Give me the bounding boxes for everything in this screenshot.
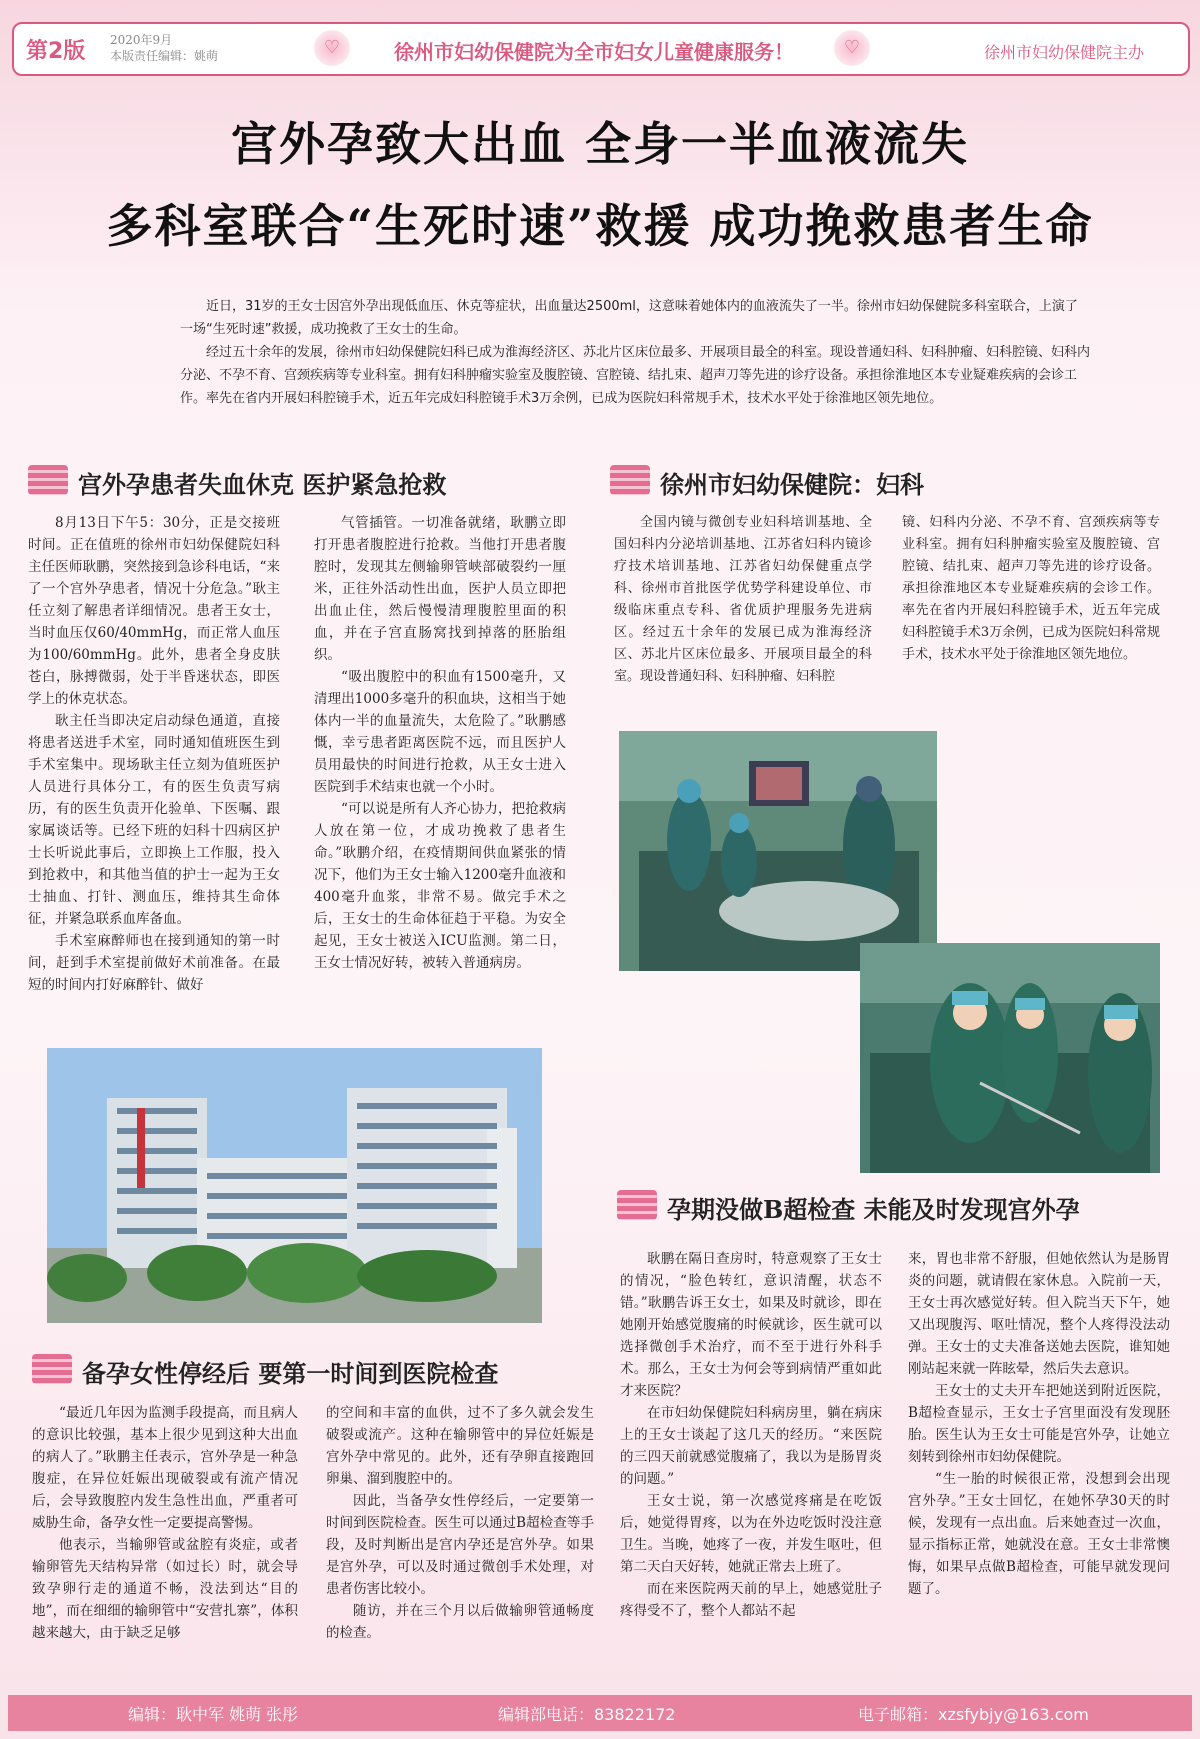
paragraph: “可以说是所有人齐心协力，把抢救病人放在第一位，才成功挽救了患者生命。”耿鹏介绍，在疫情期间供血紧张的情况下，他们为王女士输入1200毫升血液和400毫升血浆，非常不易。做完手术之后，王女士的生命体征趋于平稳。为安全起见，王女士被送入ICU监测。第二日，王女士情况好转，被转入普通病房。 xyxy=(314,801,566,971)
hospital-building-photo xyxy=(47,1048,542,1323)
s2-column-1 xyxy=(614,512,872,688)
footer-phone: 编辑部电话：83822172 xyxy=(498,1705,676,1724)
paragraph: 而在来医院两天前的早上，她感觉肚子疼得受不了，整个人都站不起 xyxy=(620,1581,882,1619)
paragraph: 镜、妇科内分泌、不孕不育、宫颈疾病等专业科室。拥有妇科肿瘤实验室及腹腔镜、宫腔镜、结扎束、超声刀等先进的诊疗设备。承担徐淮地区本专业疑难疾病的会诊工作。率先在省内开展妇科腔镜手术，近五年完成妇科腔镜手术3万余例，已成为医院妇科常规手术，技术水平处于徐淮地区领先地位。 xyxy=(902,515,1160,662)
paragraph: 王女士说，第一次感觉疼痛是在吃饭后，她觉得胃疼，以为在外边吃饭时没注意卫生。当晚，她疼了一夜，并发生呕吐，但第二天白天好转，她就正常去上班了。 xyxy=(620,1493,882,1575)
paragraph: 耿主任当即决定启动绿色通道，直接将患者送进手术室，同时通知值班医生到手术室集中。现场耿主任立刻为值班医护人员进行具体分工，有的医生负责写病历，有的医生负责开化验单、下医嘱、跟家属谈话等。已经下班的妇科十四病区护士长听说此事后，立即换上工作服，投入到抢救中，和其他当值的护士一起为王女士抽血、打针、测血压，维持其生命体征，并紧急联系血库备血。 xyxy=(28,713,280,927)
paragraph: “生一胎的时候很正常，没想到会出现宫外孕。”王女士回忆，在她怀孕30天的时候，发现有一点出血。后来她查过一次血，显示指标正常，她就没在意。王女士非常懊悔，如果早点做B超检查，可能早就发现问题了。 xyxy=(908,1471,1170,1597)
paragraph: 耿鹏在隔日查房时，特意观察了王女士的情况，“脸色转红，意识清醒，状态不错。”耿鹏告诉王女士，如果及时就诊，即在她刚开始感觉腹痛的时候就诊，医生就可以选择微创手术治疗，而不至于进行外科手术。那么，王女士为何会等到病情严重如此才来医院？ xyxy=(620,1251,882,1399)
section-bar-icon xyxy=(32,1354,72,1384)
section-bar-icon xyxy=(28,465,68,495)
page-footer xyxy=(8,1695,1192,1731)
section-title: 备孕女性停经后 要第一时间到医院检查 xyxy=(82,1359,499,1388)
s1-column-2 xyxy=(314,512,566,974)
issue-date: 2020年9月 xyxy=(110,33,173,47)
footer-editors: 编辑：耿中军 姚萌 张彤 xyxy=(128,1705,299,1724)
surgery-photo-2 xyxy=(860,943,1160,1173)
paragraph: 8月13日下午5：30分，正是交接班时间。正在值班的徐州市妇幼保健院妇科主任医师耿鹏，突然接到急诊科电话，“来了一个宫外孕患者，情况十分危急。”耿主任立刻了解患者详细情况。患者王女士，当时血压仅60/40mmHg，而正常人血压为100/60mmHg。此外，患者全身皮肤苍白，脉搏微弱，处于半昏迷状态，即医学上的休克状态。 xyxy=(28,515,280,707)
section-bar-icon xyxy=(610,465,650,495)
s3-column-1 xyxy=(32,1402,298,1644)
mother-baby-icon: ♡ xyxy=(834,30,870,66)
edition-label: 第2版 xyxy=(26,39,86,64)
section-header-pregnancy-check xyxy=(32,1352,552,1388)
header-slogan: 徐州市妇幼保健院为全市妇女儿童健康服务！ xyxy=(394,40,794,64)
section-bar-icon xyxy=(617,1190,657,1220)
section-title: 宫外孕患者失血休克 医护紧急抢救 xyxy=(78,470,447,499)
section-header-emergency xyxy=(28,463,548,499)
footer-email[interactable]: 电子邮箱：xzsfybjy@163.com xyxy=(858,1705,1089,1724)
paragraph: 来，胃也非常不舒服，但她依然认为是肠胃炎的问题，就请假在家休息。入院前一天，王女士再次感觉好转。但入院当天下午，她又出现腹泻、呕吐情况，整个人疼得没法动弹。王女士的丈夫准备送她去医院，谁知她刚站起来就一阵眩晕，然后失去意识。 xyxy=(908,1251,1170,1377)
header-sponsor: 徐州市妇幼保健院主办 xyxy=(984,43,1145,62)
header-meta xyxy=(110,32,218,64)
paragraph: 他表示，当输卵管或盆腔有炎症，或者输卵管先天结构异常（如过长）时，就会导致孕卵行走的通道不畅，没法到达“目的地”，而在细细的输卵管中“安营扎寨”，体积越来越大，由于缺乏足够 xyxy=(32,1537,298,1641)
paragraph: 全国内镜与微创专业妇科培训基地、全国妇科内分泌培训基地、江苏省妇科内镜诊疗技术培训基地、江苏省妇幼保健重点学科、徐州市首批医学优势学科建设单位、市级临床重点专科、省优质护理服务先进病区。经过五十余年的发展已成为淮海经济区、苏北片区床位最多、开展项目最全的科室。现设普通妇科、妇科肿瘤、妇科腔 xyxy=(614,515,872,684)
paragraph: 因此，当备孕女性停经后，一定要第一时间到医院检查。医生可以通过B超检查等手段，及时判断出是宫内孕还是宫外孕。如果是宫外孕，可以及时通过微创手术处理，对患者伤害比较小。 xyxy=(326,1493,594,1597)
paragraph: “最近几年因为监测手段提高，而且病人的意识比较强，基本上很少见到这种大出血的病人了。”耿鹏主任表示，宫外孕是一种急腹症，在异位妊娠出现破裂或有流产情况后，会导致腹腔内发生急性出血，严重者可威胁生命，备孕女性一定要提高警惕。 xyxy=(32,1405,298,1531)
s1-column-1 xyxy=(28,512,280,996)
lead-paragraph: 经过五十余年的发展，徐州市妇幼保健院妇科已成为淮海经济区、苏北片区床位最多、开展项目最全的科室。现设普通妇科、妇科肿瘤、妇科腔镜、妇科内分泌、不孕不育、宫颈疾病等专业科室。拥有妇科肿瘤实验室及腹腔镜、宫腔镜、结扎束、超声刀等先进的诊疗设备。承担徐淮地区本专业疑难疾病的会诊工作。率先在省内开展妇科腔镜手术，近五年完成妇科腔镜手术3万余例，已成为医院妇科常规手术，技术水平处于徐淮地区领先地位。 xyxy=(180,345,1091,406)
headline-line1: 宫外孕致大出血 全身一半血液流失 xyxy=(230,117,969,171)
section-title: 孕期没做B超检查 未能及时发现宫外孕 xyxy=(667,1195,1080,1224)
section-header-no-ultrasound xyxy=(617,1188,1157,1224)
surgery-photo-1 xyxy=(619,731,937,971)
lead-paragraph: 近日，31岁的王女士因宫外孕出现低血压、休克等症状，出血量达2500ml，这意味着她体内的血液流失了一半。徐州市妇幼保健院多科室联合，上演了一场“生死时速”救援，成功挽救了王女士的生命。 xyxy=(180,299,1078,337)
s4-column-2 xyxy=(908,1248,1170,1600)
section-header-gynecology xyxy=(610,463,1130,499)
paragraph: 王女士的丈夫开车把她送到附近医院，B超检查显示，王女士子宫里面没有发现胚胎。医生认为王女士可能是宫外孕，让她立刻转到徐州市妇幼保健院。 xyxy=(908,1383,1170,1465)
page-header xyxy=(12,22,1190,76)
paragraph: 随访，并在三个月以后做输卵管通畅度的检查。 xyxy=(326,1603,594,1641)
editor-line: 本版责任编辑：姚萌 xyxy=(110,49,219,63)
headline-line2: 多科室联合“生死时速”救援 成功挽救患者生命 xyxy=(106,199,1094,253)
s4-column-1 xyxy=(620,1248,882,1622)
paragraph: 的空间和丰富的血供，过不了多久就会发生破裂或流产。这种在输卵管中的异位妊娠是宫外孕中常见的。此外，还有孕卵直接跑回卵巢、溜到腹腔中的。 xyxy=(326,1405,594,1487)
paragraph: 气管插管。一切准备就绪，耿鹏立即打开患者腹腔进行抢救。当他打开患者腹腔时，发现其左侧输卵管峡部破裂约一厘米，正往外活动性出血，医护人员立即把出血止住，然后慢慢清理腹腔里面的积血，并在子宫直肠窝找到掉落的胚胎组织。 xyxy=(314,515,566,663)
s2-column-2 xyxy=(902,512,1160,666)
mother-baby-icon: ♡ xyxy=(314,30,350,66)
lead-paragraphs xyxy=(180,295,1090,410)
paragraph: 在市妇幼保健院妇科病房里，躺在病床上的王女士谈起了这几天的经历。“来医院的三四天前就感觉腹痛了，我以为是肠胃炎的问题。” xyxy=(620,1405,882,1487)
paragraph: “吸出腹腔中的积血有1500毫升，又清理出1000多毫升的积血块，这相当于她体内一半的血量流失，太危险了。”耿鹏感慨，幸亏患者距离医院不远，而且医护人员用最快的时间进行抢救，从王女士进入医院到手术结束也就一个小时。 xyxy=(314,669,566,795)
paragraph: 手术室麻醉师也在接到通知的第一时间，赶到手术室提前做好术前准备。在最短的时间内打好麻醉针、做好 xyxy=(28,933,280,993)
section-title: 徐州市妇幼保健院：妇科 xyxy=(660,470,924,499)
s3-column-2 xyxy=(326,1402,594,1644)
